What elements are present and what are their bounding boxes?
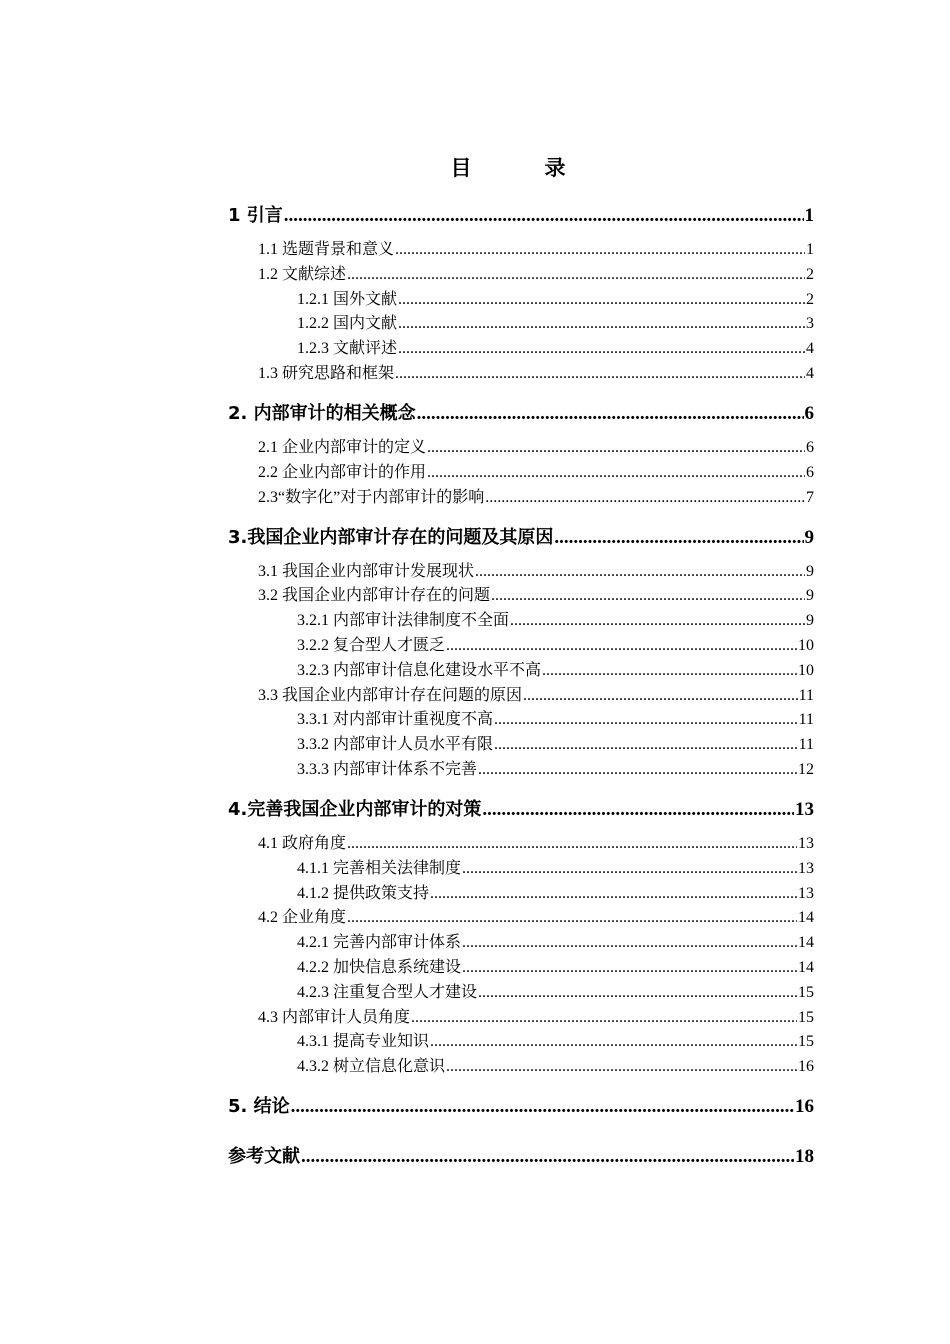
toc-entry-title: 2.1 企业内部审计的定义 <box>258 439 427 456</box>
toc-entry-title: 3.1 我国企业内部审计发展现状 <box>258 563 475 580</box>
toc-entry-title: 4.1.1 完善相关法律制度 <box>297 860 462 877</box>
toc-entry[interactable] <box>0 338 814 360</box>
toc-entry[interactable] <box>0 239 814 261</box>
toc-entry-page: 10 <box>798 662 814 679</box>
toc-entry[interactable] <box>0 1031 814 1053</box>
toc-entry[interactable] <box>0 1094 814 1120</box>
toc-dot-leader <box>347 833 797 855</box>
toc-dot-leader <box>291 1094 794 1120</box>
toc-entry[interactable] <box>0 734 814 756</box>
toc-entry[interactable] <box>0 932 814 954</box>
toc-entry-page: 14 <box>798 934 814 951</box>
toc-dot-leader <box>491 585 805 607</box>
toc-entry-title: 1.1 选题背景和意义 <box>258 241 395 258</box>
toc-dot-leader <box>494 709 798 731</box>
toc-entry-title: 参考文献 <box>228 1146 300 1167</box>
toc-entry-title: 3.3.2 内部审计人员水平有限 <box>297 736 494 753</box>
toc-dot-leader <box>417 401 804 427</box>
toc-entry[interactable] <box>0 833 814 855</box>
toc-entry[interactable] <box>0 561 814 583</box>
toc-entry-page: 2 <box>806 266 814 283</box>
toc-entry[interactable] <box>0 437 814 459</box>
toc-dot-leader <box>427 462 805 484</box>
toc-entry-title: 4.3 内部审计人员角度 <box>258 1009 411 1026</box>
toc-dot-leader <box>446 1056 797 1078</box>
toc-entry-page: 3 <box>806 315 814 332</box>
toc-entry-page: 18 <box>795 1146 814 1167</box>
toc-entry[interactable] <box>0 883 814 905</box>
toc-entry-title: 3.2 我国企业内部审计存在的问题 <box>258 587 491 604</box>
toc-entry[interactable] <box>0 264 814 286</box>
toc-dot-leader <box>430 1031 797 1053</box>
toc-entry-title: 4.1 政府角度 <box>258 835 347 852</box>
toc-entry-title: 1.2.2 国内文献 <box>297 315 398 332</box>
toc-entry-title: 1.2 文献综述 <box>258 266 347 283</box>
toc-entry[interactable] <box>0 797 814 823</box>
toc-dot-leader <box>430 883 797 905</box>
toc-entry-title: 3.我国企业内部审计存在的问题及其原因 <box>228 527 554 548</box>
toc-entry-title: 4.完善我国企业内部审计的对策 <box>228 799 482 820</box>
toc-dot-leader <box>395 239 805 261</box>
toc-entry[interactable] <box>0 759 814 781</box>
toc-dot-leader <box>494 734 798 756</box>
toc-dot-leader <box>395 363 805 385</box>
toc-entry-page: 7 <box>806 489 814 506</box>
toc-entry[interactable] <box>0 462 814 484</box>
toc-entry-page: 11 <box>798 687 814 704</box>
toc-entry-page: 15 <box>798 984 814 1001</box>
toc-entry-title: 3.3.1 对内部审计重视度不高 <box>297 711 494 728</box>
toc-entry-page: 2 <box>806 291 814 308</box>
toc-dot-leader <box>482 797 794 823</box>
toc-entry[interactable] <box>0 363 814 385</box>
toc-entry-page: 13 <box>795 799 814 820</box>
toc-entry-title: 3.2.2 复合型人才匮乏 <box>297 637 446 654</box>
toc-entry[interactable] <box>0 203 814 229</box>
toc-entry[interactable] <box>0 858 814 880</box>
toc-entry-title: 2. 内部审计的相关概念 <box>228 403 416 424</box>
toc-entry-page: 16 <box>795 1096 814 1117</box>
toc-entry-page: 9 <box>806 563 814 580</box>
toc-dot-leader <box>347 264 805 286</box>
toc-entry-page: 6 <box>804 403 814 424</box>
toc-dot-leader <box>554 525 803 551</box>
toc-entry-page: 4 <box>806 365 814 382</box>
toc-entry-page: 9 <box>804 527 814 548</box>
toc-entry-page: 6 <box>806 464 814 481</box>
toc-entry[interactable] <box>0 585 814 607</box>
toc-dot-leader <box>301 1144 794 1170</box>
toc-entry-page: 9 <box>806 612 814 629</box>
toc-entry-page: 11 <box>798 711 814 728</box>
toc-entry-title: 3.3.3 内部审计体系不完善 <box>297 761 478 778</box>
toc-entry[interactable] <box>0 907 814 929</box>
toc-entry-page: 9 <box>806 587 814 604</box>
toc-entry-page: 15 <box>798 1009 814 1026</box>
toc-entry-title: 4.2 企业角度 <box>258 909 347 926</box>
toc-dot-leader <box>347 907 797 929</box>
toc-entry[interactable] <box>0 685 814 707</box>
toc-entry[interactable] <box>0 709 814 731</box>
toc-entry-page: 13 <box>798 860 814 877</box>
toc-dot-leader <box>284 203 804 229</box>
toc-dot-leader <box>542 660 797 682</box>
toc-dot-leader <box>398 313 805 335</box>
toc-dot-leader <box>523 685 798 707</box>
toc-dot-leader <box>462 957 797 979</box>
toc-entry[interactable] <box>0 1007 814 1029</box>
toc-entry-page: 1 <box>804 205 814 226</box>
toc-entry-page: 11 <box>798 736 814 753</box>
toc-entry[interactable] <box>0 982 814 1004</box>
page-title: 目 录 <box>450 156 592 180</box>
toc-entry-title: 4.3.1 提高专业知识 <box>297 1033 430 1050</box>
toc-dot-leader <box>427 437 805 459</box>
toc-entry-page: 13 <box>798 885 814 902</box>
toc-entry-title: 2.3“数字化”对于内部审计的影响 <box>258 489 485 506</box>
toc-dot-leader <box>446 635 797 657</box>
toc-entry-page: 10 <box>798 637 814 654</box>
toc-entry[interactable] <box>0 401 814 427</box>
toc-entry-page: 15 <box>798 1033 814 1050</box>
toc-entry-title: 1 引言 <box>228 205 283 226</box>
toc-entry-page: 12 <box>798 761 814 778</box>
toc-entry[interactable] <box>0 610 814 632</box>
toc-entry-title: 4.2.3 注重复合型人才建设 <box>297 984 478 1001</box>
toc-dot-leader <box>462 932 797 954</box>
toc-entry-title: 1.2.1 国外文献 <box>297 291 398 308</box>
toc-entry-title: 3.2.1 内部审计法律制度不全面 <box>297 612 510 629</box>
toc-entry[interactable] <box>0 635 814 657</box>
toc-entry-page: 16 <box>798 1058 814 1075</box>
toc-entry[interactable] <box>0 525 814 551</box>
toc-dot-leader <box>485 487 805 509</box>
toc-entry-title: 3.2.3 内部审计信息化建设水平不高 <box>297 662 542 679</box>
toc-entry[interactable] <box>0 487 814 509</box>
toc-entry[interactable] <box>0 660 814 682</box>
toc-entry-title: 2.2 企业内部审计的作用 <box>258 464 427 481</box>
toc-entry[interactable] <box>0 313 814 335</box>
toc-entry-page: 4 <box>806 340 814 357</box>
toc-entry-page: 14 <box>798 959 814 976</box>
toc-entry-title: 4.2.1 完善内部审计体系 <box>297 934 462 951</box>
toc-entry-page: 6 <box>806 439 814 456</box>
toc-entry[interactable] <box>0 289 814 311</box>
toc-dot-leader <box>478 759 797 781</box>
toc-entry-title: 4.2.2 加快信息系统建设 <box>297 959 462 976</box>
toc-entry-title: 1.2.3 文献评述 <box>297 340 398 357</box>
toc-dot-leader <box>475 561 805 583</box>
toc-entry-page: 13 <box>798 835 814 852</box>
toc-entry-title: 5. 结论 <box>228 1096 290 1117</box>
toc-entry-page: 1 <box>806 241 814 258</box>
toc-entry-title: 3.3 我国企业内部审计存在问题的原因 <box>258 687 523 704</box>
toc-dot-leader <box>398 338 805 360</box>
toc-dot-leader <box>462 858 797 880</box>
toc-entry-title: 1.3 研究思路和框架 <box>258 365 395 382</box>
toc-entry[interactable] <box>0 957 814 979</box>
toc-entry[interactable] <box>0 1144 814 1170</box>
toc-entry-title: 4.3.2 树立信息化意识 <box>297 1058 446 1075</box>
toc-dot-leader <box>510 610 805 632</box>
toc-entry[interactable] <box>0 1056 814 1078</box>
toc-entry-page: 14 <box>798 909 814 926</box>
toc-entry-title: 4.1.2 提供政策支持 <box>297 885 430 902</box>
toc-dot-leader <box>398 289 805 311</box>
toc-dot-leader <box>478 982 797 1004</box>
toc-dot-leader <box>411 1007 797 1029</box>
